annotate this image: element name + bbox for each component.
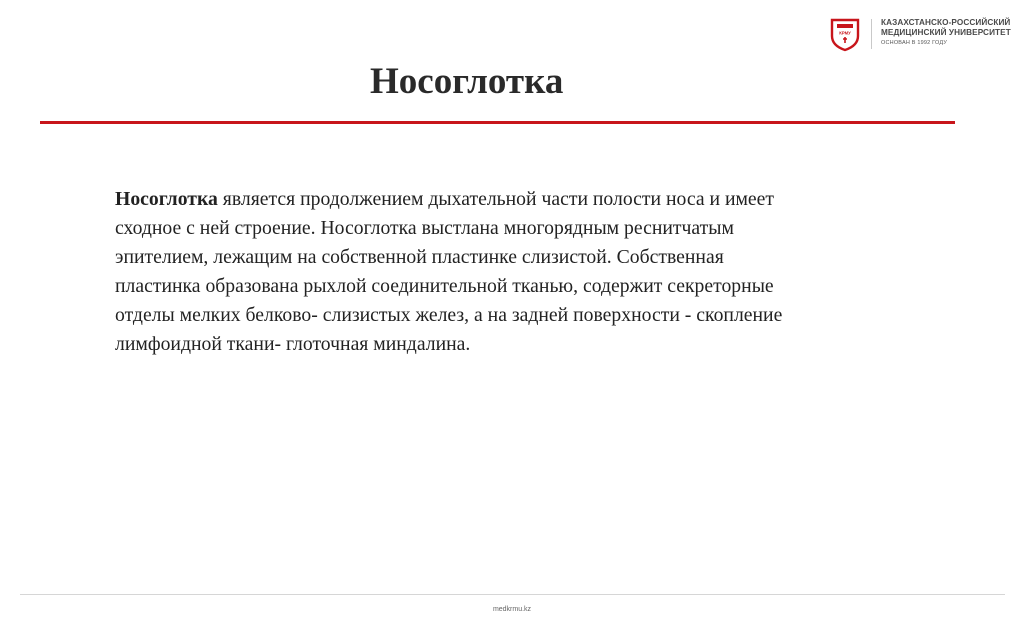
university-name-line2: МЕДИЦИНСКИЙ УНИВЕРСИТЕТ <box>881 28 1011 38</box>
slide-body-text <box>115 185 955 359</box>
logo-emblem-text: КРМУ <box>839 30 851 36</box>
university-name-line1: КАЗАХСТАНСКО-РОССИЙСКИЙ <box>881 18 1011 27</box>
university-logo <box>829 16 1011 52</box>
university-shield-icon <box>829 16 861 52</box>
footer-divider <box>20 594 1005 595</box>
body-term: Носоглотка <box>115 188 218 210</box>
body-description: является продолжением дыхательной части полости носа и имеет сходное с ней строение. Носоглотка выстлана многорядным реснитчатым эпителием, лежащим на собственной пластинке слизистой. Собственная пластинка образована рыхлой соединительной тканью, содержит секреторные отделы мелких белково- слизистых желез, а на задней поверхности - скопление лимфоидной ткани- глоточная миндалина. <box>115 188 783 355</box>
footer-url: medkrmu.kz <box>492 606 532 613</box>
logo-divider <box>871 19 872 49</box>
logo-text <box>881 16 1011 47</box>
university-founded: ОСНОВАН В 1992 ГОДУ <box>881 40 948 47</box>
title-divider <box>40 121 955 124</box>
slide-title: Носоглотка <box>370 61 564 102</box>
